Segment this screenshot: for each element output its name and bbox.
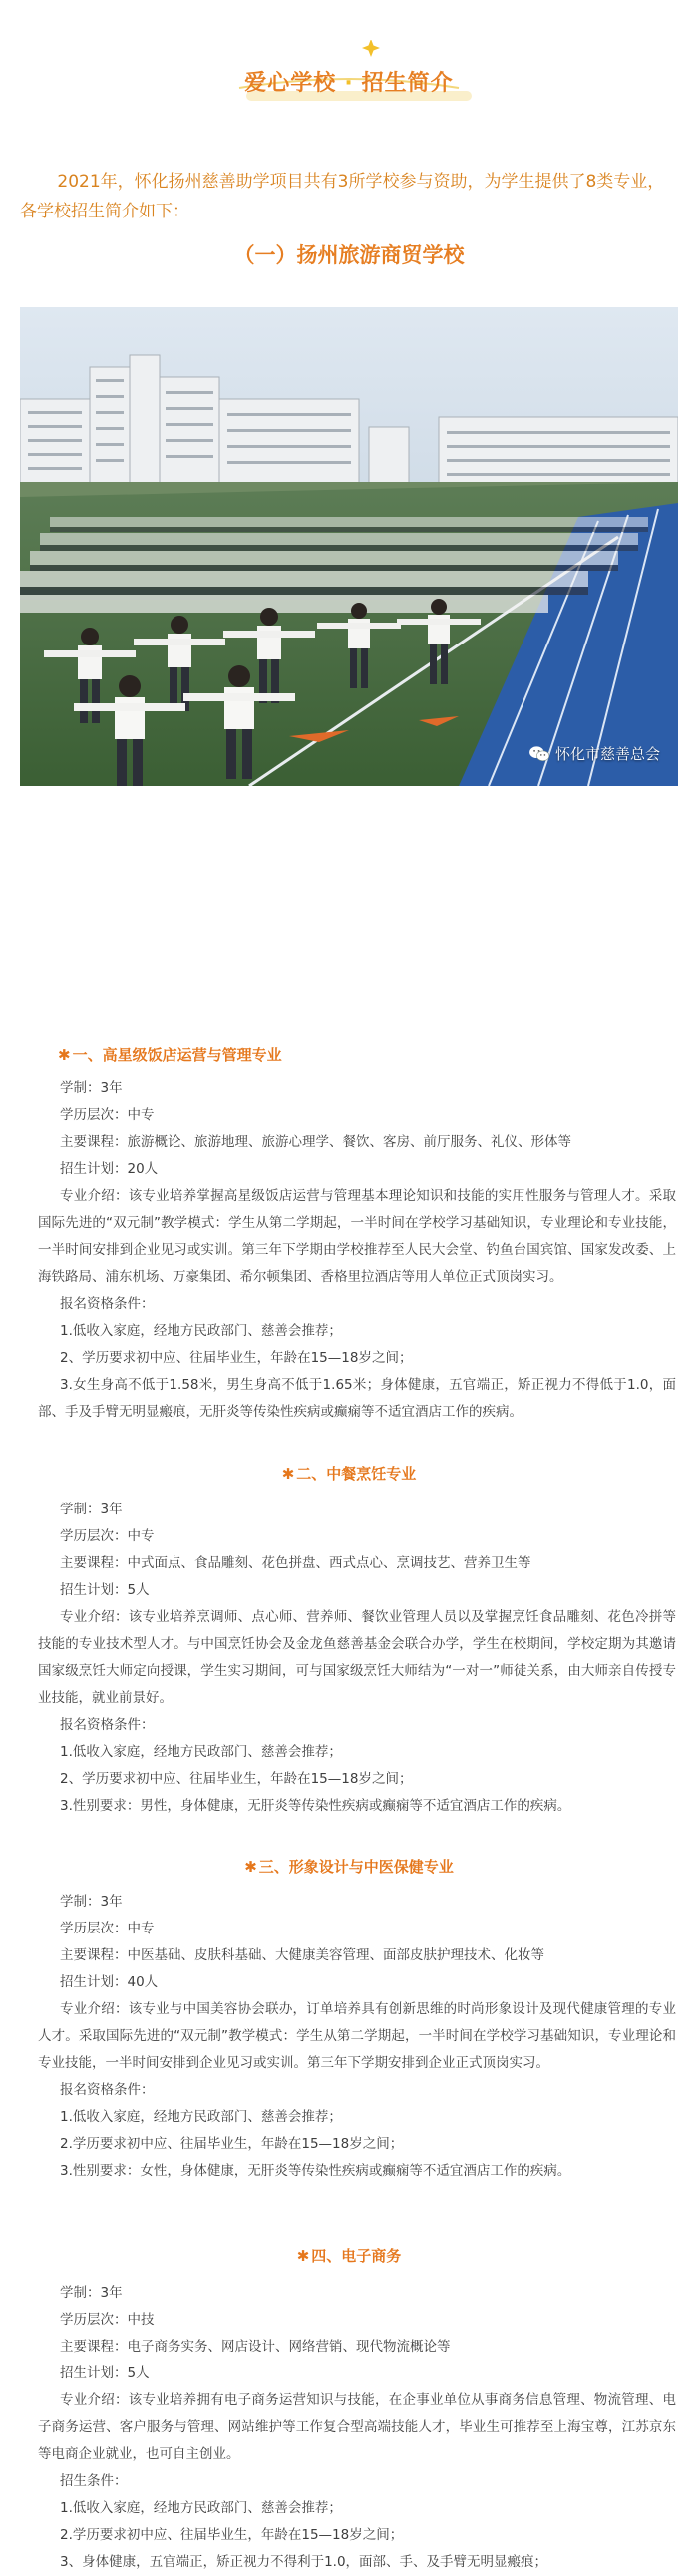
- enrollment-quota: 招生计划：20人: [60, 1161, 159, 1177]
- enrollment-quota: 招生计划：5人: [60, 1582, 150, 1598]
- watermark-text: 怀化市慈善总会: [554, 745, 660, 763]
- section-title-text: 一、高星级饭店运营与管理专业: [72, 1046, 282, 1064]
- star-icon: ✱: [58, 1046, 71, 1064]
- program-section: [0, 1463, 698, 1820]
- condition-item: 1.低收入家庭，经地方民政部门、慈善会推荐；: [60, 2500, 342, 2516]
- section-title-text: 三、形象设计与中医保健专业: [258, 1858, 454, 1876]
- program-intro: 专业介绍：该专业与中国美容协会联办，订单培养具有创新思维的时尚形象设计及现代健康管理的专业人才。采取国际先进的“双元制”教学模式：学生从第二学期起，一半时间在学校学习基础知识，专业理论和专业技能，一半时间安排到企业见习或实训。第三年下学期安排到企业正式顶岗实习。: [38, 2001, 676, 2071]
- education-level: 学历层次：中专: [60, 1107, 155, 1123]
- intro-paragraph: 2021年，怀化扬州慈善助学项目共有3所学校参与资助，为学生提供了8类专业，各学校招生简介如下：: [20, 172, 665, 221]
- condition-item: 3.性别要求：男性，身体健康，无肝炎等传染性疾病或癫痫等不适宜酒店工作的疾病。: [60, 1798, 571, 1814]
- condition-item: 3、身体健康，五官端正，矫正视力不得利于1.0，面部、手、及手臂无明显瘢痕；: [60, 2554, 548, 2570]
- campus-exercise-photo: [20, 307, 678, 786]
- program-section: [0, 1044, 698, 1426]
- section-title-text: 二、中餐烹饪专业: [296, 1465, 417, 1483]
- condition-item: 2、学历要求初中应、往届毕业生，年龄在15—18岁之间；: [60, 1350, 413, 1366]
- enrollment-quota: 招生计划：40人: [60, 1974, 159, 1990]
- condition-item: 3.性别要求：女性，身体健康，无肝炎等传染性疾病或癫痫等不适宜酒店工作的疾病。: [60, 2163, 571, 2179]
- sparkle-icon: [362, 40, 380, 57]
- condition-item: 1.低收入家庭，经地方民政部门、慈善会推荐；: [60, 2109, 342, 2125]
- duration: 学制：3年: [60, 1080, 123, 1096]
- program-intro: 专业介绍：该专业培养烹调师、点心师、营养师、餐饮业管理人员以及掌握烹饪食品雕刻、花色冷拼等技能的专业技术型人才。与中国烹饪协会及金龙鱼慈善基金会联合办学，学生在校期间，学校定期为其邀请国家级烹饪大师定向授课，学生实习期间，可与国家级烹饪大师结为“一对一”师徒关系，由大师亲自传授专业技能，就业前景好。: [38, 1609, 676, 1706]
- education-level: 学历层次：中技: [60, 2312, 155, 2328]
- duration: 学制：3年: [60, 1894, 123, 1910]
- campus-photo: [20, 307, 678, 786]
- courses: 主要课程：中式面点、食品雕刻、花色拼盘、西式点心、烹调技艺、营养卫生等: [60, 1555, 531, 1571]
- conditions-label: 报名资格条件：: [60, 1296, 155, 1312]
- courses: 主要课程：旅游概论、旅游地理、旅游心理学、餐饮、客房、前厅服务、礼仪、形体等: [60, 1134, 571, 1150]
- conditions-label: 报名资格条件：: [60, 1717, 155, 1733]
- program-section: [0, 1856, 698, 2185]
- star-icon: ✱: [281, 1465, 295, 1483]
- program-intro: 专业介绍：该专业培养掌握高星级饭店运营与管理基本理论知识和技能的实用性服务与管理人才。采取国际先进的“双元制”教学模式：学生从第二学期起，一半时间在学校学习基础知识，专业理论和专业技能，一半时间安排到企业见习或实训。第三年下学期由学校推荐至人民大会堂、钓鱼台国宾馆、国家发改委、上海铁路局、浦东机场、万豪集团、希尔顿集团、香格里拉酒店等用人单位正式顶岗实习。: [38, 1188, 676, 1285]
- page-title: [0, 66, 698, 97]
- section-title: [0, 2245, 698, 2266]
- section-title-text: 四、电子商务: [311, 2247, 402, 2265]
- wechat-icon: [529, 745, 549, 763]
- photo-watermark: [529, 743, 660, 764]
- section-title: [0, 1044, 698, 1065]
- condition-item: 1.低收入家庭，经地方民政部门、慈善会推荐；: [60, 1323, 342, 1339]
- section-title: [0, 1856, 698, 1877]
- duration: 学制：3年: [60, 1502, 123, 1517]
- program-section: [0, 2245, 698, 2576]
- star-icon: ✱: [296, 2247, 310, 2265]
- courses: 主要课程：中医基础、皮肤科基础、大健康美容管理、面部皮肤护理技术、化妆等: [60, 1947, 544, 1963]
- program-intro: 专业介绍：该专业培养拥有电子商务运营知识与技能，在企事业单位从事商务信息管理、物流管理、电子商务运营、客户服务与管理、网站维护等工作复合型高端技能人才，毕业生可推荐至上海宝尊，江苏京东等电商企业就业，也可自主创业。: [38, 2392, 676, 2462]
- condition-item: 2.学历要求初中应、往届毕业生，年龄在15—18岁之间；: [60, 2136, 404, 2152]
- title-left: 爱心学校: [244, 71, 337, 96]
- title-right: 招生简介: [361, 71, 454, 96]
- conditions-label: 招生条件：: [60, 2473, 128, 2489]
- section-title: [0, 1463, 698, 1484]
- condition-item: 1.低收入家庭，经地方民政部门、慈善会推荐；: [60, 1744, 342, 1760]
- condition-item: 2、学历要求初中应、往届毕业生，年龄在15—18岁之间；: [60, 1771, 413, 1787]
- title-separator: ·: [344, 71, 354, 96]
- education-level: 学历层次：中专: [60, 1528, 155, 1544]
- courses: 主要课程：电子商务实务、网店设计、网络营销、现代物流概论等: [60, 2339, 451, 2355]
- enrollment-quota: 招生计划：5人: [60, 2365, 150, 2381]
- education-level: 学历层次：中专: [60, 1921, 155, 1936]
- duration: 学制：3年: [60, 2285, 123, 2301]
- school-title: （一）扬州旅游商贸学校: [233, 243, 465, 267]
- condition-item: 3.女生身高不低于1.58米，男生身高不低于1.65米；身体健康，五官端正，矫正视力不得低于1.0，面部、手及手臂无明显瘢痕，无肝炎等传染性疾病或癫痫等不适宜酒店工作的疾病。: [38, 1377, 676, 1420]
- conditions-label: 报名资格条件：: [60, 2082, 155, 2098]
- condition-item: 2.学历要求初中应、往届毕业生，年龄在15—18岁之间；: [60, 2527, 404, 2543]
- star-icon: ✱: [244, 1858, 257, 1876]
